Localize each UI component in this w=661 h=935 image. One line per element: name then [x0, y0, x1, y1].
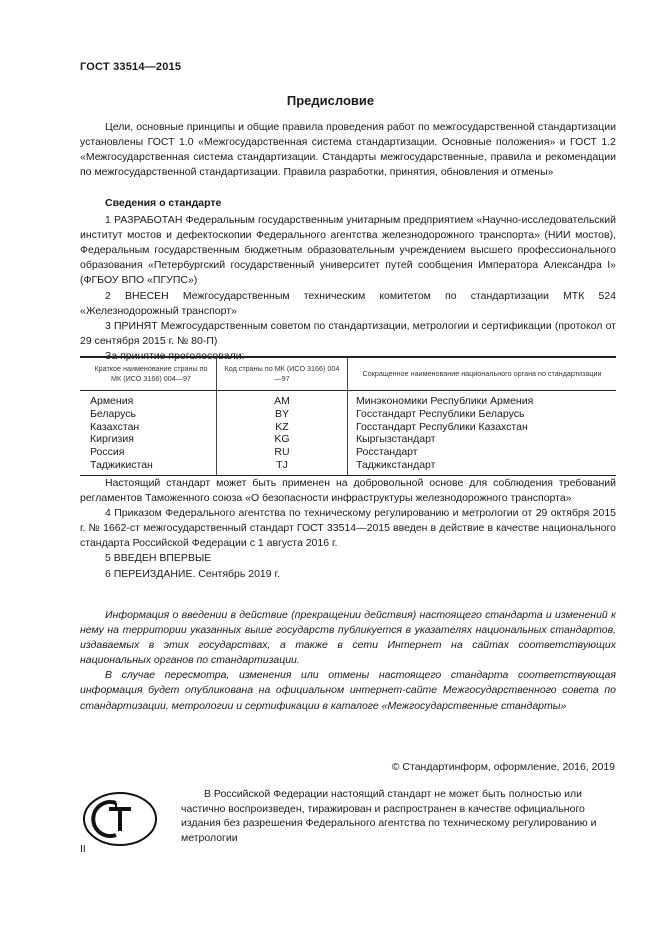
- header-national-body: Сокращенное наименование национального органа по стандартизации: [348, 357, 617, 391]
- header-country-name: Краткое наименование страны по МК (ИСО 3166) 004—97: [80, 357, 217, 391]
- info-item-1: 1 РАЗРАБОТАН Федеральным государственным унитарным предприятием «Научно-исследовательский институт мостов и дефектоскопии Федерального агентства железнодорожного транспорта» (НИИ мостов), Федеральным государственным бюджетным образовательным учреждением высшего профессионального образования «Петербургский государственный университет путей сообщения Императора Александра I» (ФГБОУ ВПО «ПГУПС»): [80, 214, 616, 287]
- copyright-line: © Стандартинформ, оформление, 2016, 2019: [391, 761, 615, 773]
- table-row: [80, 459, 616, 475]
- table-row: [80, 391, 616, 408]
- voluntary-use-paragraph: Настоящий стандарт может быть применен на добровольной основе для соблюдения требований регламентов Таможенного союза «О безопасности инфраструктуры железнодорожного транспорта»: [80, 477, 616, 505]
- intro-section: [80, 120, 616, 180]
- country-name: Россия: [90, 446, 125, 459]
- country-name: Таджикистан: [80, 459, 217, 475]
- national-body: Госстандарт Республики Казахстан: [348, 421, 617, 434]
- voting-caption: За принятие проголосовали:: [105, 349, 245, 362]
- national-body: Росстандарт: [348, 446, 617, 459]
- pst-certification-mark-icon: [80, 789, 160, 849]
- standard-info-section: [80, 196, 616, 364]
- intro-paragraph: Цели, основные принципы и общие правила проведения работ по межгосударственной стандартизации установлены ГОСТ 1.0 «Межгосударственная система стандартизации. Основные положения» и ГОСТ 1.2 «Межгосударственная система стандартизации. Стандарты межгосударственные, правила и рекомендации по межгосударственной стандартизации. Правила разработки, принятия, обновления и отмены»: [80, 121, 616, 179]
- country-code: RU: [217, 446, 348, 459]
- info-item-6: 6 ПЕРЕИЗДАНИЕ. Сентябрь 2019 г.: [105, 567, 280, 580]
- country-name: Казахстан: [90, 420, 140, 433]
- notice-paragraph-1: Информация о введении в действие (прекращении действия) настоящего стандарта и изменений к нему на территории указанных выше государств публикуется в указателях национальных стандартов, издаваемых в этих государствах, а также в сети Интернет на сайтах соответствующих национальных органов по стандартизации.: [80, 609, 616, 667]
- country-code: TJ: [217, 459, 348, 475]
- table-row: [80, 433, 616, 446]
- info-item-3: 3 ПРИНЯТ Межгосударственным советом по стандартизации, метрологии и сертификации (протокол от 29 сентября 2015 г. № 80-П): [80, 319, 616, 347]
- page-number: II: [80, 843, 86, 855]
- country-code: KG: [217, 433, 348, 446]
- country-code: AM: [217, 391, 348, 408]
- country-code: KZ: [217, 421, 348, 434]
- publication-notice: [80, 608, 616, 714]
- table-header-row: [80, 357, 616, 391]
- country-name: Беларусь: [90, 407, 136, 420]
- national-body: Таджикстандарт: [348, 459, 617, 475]
- country-name: Киргизия: [90, 433, 134, 446]
- info-item-4: 4 Приказом Федерального агентства по техническому регулированию и метрологии от 29 октября 2015 г. № 1662-ст межгосударственный стандарт ГОСТ 33514—2015 введен в действие в качестве национального стандарта Российской Федерации с 1 августа 2016 г.: [80, 507, 616, 550]
- info-item-2: 2 ВНЕСЕН Межгосударственным техническим комитетом по стандартизации МТК 524 «Железнодорожный транспорт»: [80, 289, 616, 317]
- page-title: Предисловие: [286, 93, 375, 108]
- country-code: BY: [217, 408, 348, 421]
- info-heading: Сведения о стандарте: [105, 197, 222, 209]
- national-body: Госстандарт Республики Беларусь: [348, 408, 617, 421]
- table-row: [80, 421, 616, 434]
- table-row: [80, 408, 616, 421]
- country-name: Армения: [90, 395, 134, 407]
- header-country-code: Код страны по МК (ИСО 3166) 004—97: [217, 357, 348, 391]
- rights-notice: В Российской Федерации настоящий стандарт не может быть полностью или частично воспроизведен, тиражирован и распространен в качестве официального издания без разрешения Федерального агентства по техническому регулированию и метрологии: [181, 788, 597, 844]
- standard-code-header: ГОСТ 33514—2015: [80, 61, 182, 73]
- adoption-section: [80, 476, 616, 582]
- national-body: Минэкономики Республики Армения: [348, 391, 617, 408]
- national-body: Кыргызстандарт: [348, 433, 617, 446]
- table-row: [80, 446, 616, 459]
- notice-paragraph-2: В случае пересмотра, изменения или отмены настоящего стандарта соответствующая информация будет опубликована на официальном интернет-сайте Межгосударственного совета по стандартизации, метрологии и сертификации в каталоге «Межгосударственные стандарты»: [80, 669, 616, 712]
- voting-states-table: [80, 356, 616, 476]
- info-item-5: 5 ВВЕДЕН ВПЕРВЫЕ: [105, 552, 212, 565]
